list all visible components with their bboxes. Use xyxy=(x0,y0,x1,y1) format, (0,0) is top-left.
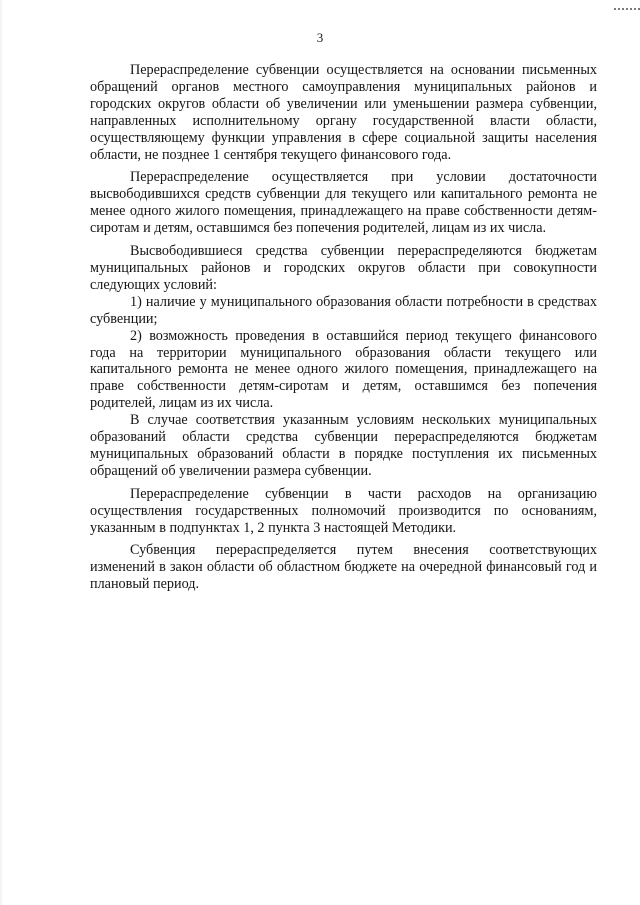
list-item-condition-1: 1) наличие у муниципального образования области потребности в средствах субвенции; xyxy=(90,293,597,327)
scan-edge-shadow xyxy=(0,0,3,905)
paragraph-organization-expenses: Перераспределение субвенции в части расходов на организацию осуществления государственных полномочий производится по основаниям, указанным в подпунктах 1, 2 пункта 3 настоящей Методики. xyxy=(90,485,597,536)
paragraph-redistribution-condition: Перераспределение осуществляется при условии достаточности высвободившихся средств субвенции для текущего или капитального ремонта не менее одного жилого помещения, принадлежащего на праве собственности детям-сиротам и детям, оставшимся без попечения родителей, лицам из их числа. xyxy=(90,169,597,237)
paragraph-released-funds: Высвободившиеся средства субвенции перераспределяются бюджетам муниципальных районов и городских округов области при совокупности следующих условий: xyxy=(90,243,597,293)
list-item-condition-2: 2) возможность проведения в оставшийся период текущего финансового года на территории муниципального образования области текущего или капитального ремонта не менее одного жилого помещения, принадлежащего на праве собственности детям-сиротам и детям, оставшимся без попечения родителей, лицам из их числа. xyxy=(90,327,597,412)
paragraph-budget-law-changes: Субвенция перераспределяется путем внесения соответствующих изменений в закон области об областном бюджете на очередной финансовый год и плановый период. xyxy=(90,542,597,593)
page-number: 3 xyxy=(316,30,324,45)
paragraph-multiple-municipalities: В случае соответствия указанным условиям нескольких муниципальных образований области средства субвенции перераспределяются бюджетам муниципальных образований области в порядке поступления их письменных обращений об увеличении размера субвенции. xyxy=(90,412,597,479)
paragraph-redistribution-basis: Перераспределение субвенции осуществляется на основании письменных обращений органов местного самоуправления муниципальных районов и городских округов области об увеличении или уменьшении размера субвенции, направленных исполнительному органу государственной власти области, осуществляющему функции управления в сфере социальной защиты населения области, не позднее 1 сентября текущего финансового года. xyxy=(90,62,597,163)
scan-corner-mark xyxy=(614,0,640,10)
document-body xyxy=(90,62,597,599)
